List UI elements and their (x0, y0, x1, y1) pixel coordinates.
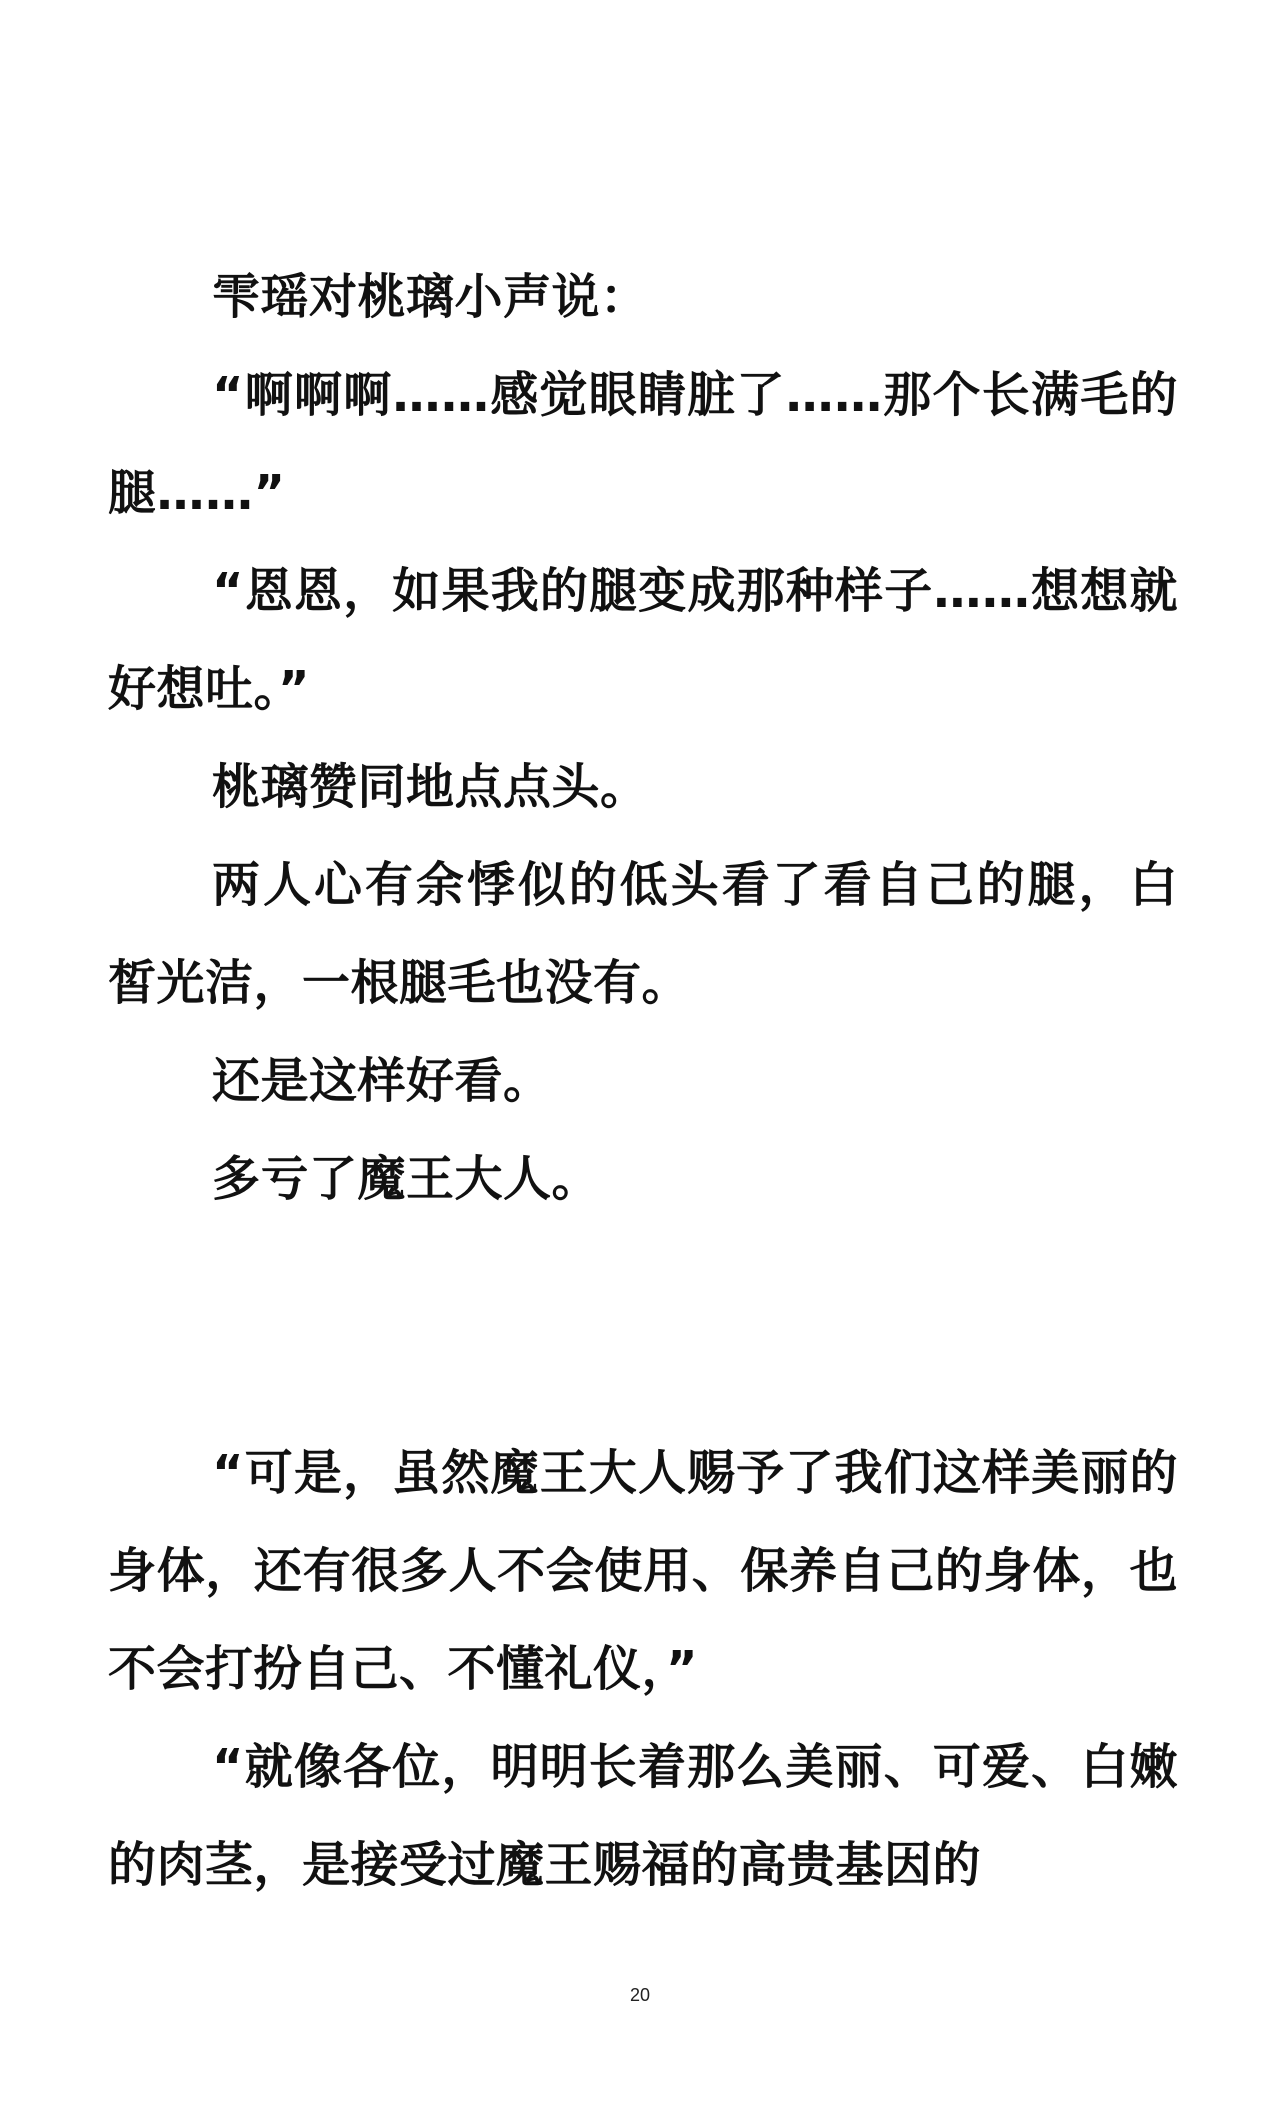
body-text (108, 248, 1178, 1914)
paragraph: “啊啊啊……感觉眼睛脏了……那个长满毛的腿……” (108, 367, 1178, 521)
paragraph: 两人心有余悸似的低头看了看自己的腿，白皙光洁，一根腿毛也没有。 (108, 857, 1178, 1011)
paragraph: 多亏了魔王大人。 (212, 1151, 601, 1207)
page-number: 20 (629, 1985, 651, 2005)
paragraph: 桃璃赞同地点点头。 (212, 759, 649, 815)
paragraph: 还是这样好看。 (212, 1053, 552, 1109)
section-break (108, 1228, 1178, 1424)
paragraph: “恩恩，如果我的腿变成那种样子……想想就好想吐。” (108, 563, 1178, 717)
paragraph: “就像各位，明明长着那么美丽、可爱、白嫩的肉茎，是接受过魔王赐福的高贵基因的 (108, 1739, 1178, 1893)
paragraph: 雫瑶对桃璃小声说： (212, 269, 649, 325)
paragraph: “可是，虽然魔王大人赐予了我们这样美丽的身体，还有很多人不会使用、保养自己的身体，也不会打扮自己、不懂礼仪，” (108, 1445, 1178, 1697)
